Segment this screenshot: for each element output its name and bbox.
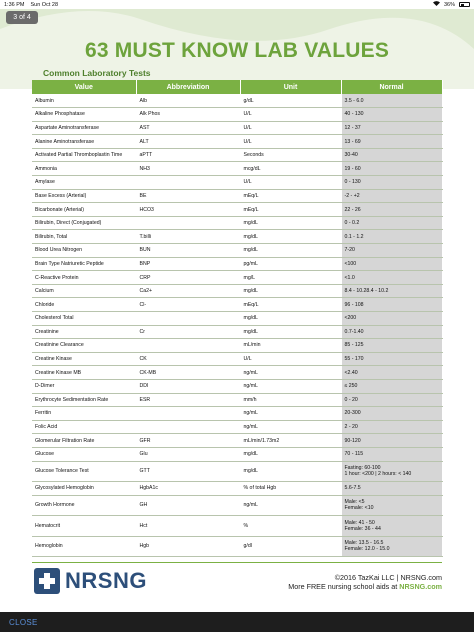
table-row [32, 339, 442, 353]
cell-normal: 0.7-1.40 [341, 325, 442, 339]
table-row [32, 312, 442, 326]
cell-value: Calcium [32, 284, 136, 298]
cell-value: Aspartate Aminotransferase [32, 121, 136, 135]
cell-abbreviation [136, 407, 240, 421]
table-row [32, 495, 442, 516]
cell-value: Bilirubin, Total [32, 230, 136, 244]
cell-value: Creatinine [32, 325, 136, 339]
table-row [32, 135, 442, 149]
table-row [32, 407, 442, 421]
cell-normal: <100 [341, 257, 442, 271]
cell-unit: mg/dL [240, 230, 341, 244]
table-row [32, 482, 442, 496]
cell-abbreviation: ALT [136, 135, 240, 149]
cell-unit: pg/mL [240, 257, 341, 271]
cell-unit: mg/dL [240, 325, 341, 339]
cell-unit: % of total Hgb [240, 482, 341, 496]
cell-unit: U/L [240, 352, 341, 366]
cell-unit: g/dl [240, 536, 341, 557]
cell-unit: U/L [240, 108, 341, 122]
cell-normal: <1.0 [341, 271, 442, 285]
table-row [32, 189, 442, 203]
cell-unit: mcg/dL [240, 162, 341, 176]
cell-abbreviation: NH3 [136, 162, 240, 176]
status-date: Sun Oct 28 [30, 1, 59, 8]
cell-normal: 0 - 0.2 [341, 216, 442, 230]
cell-abbreviation: DDI [136, 379, 240, 393]
cell-value: Blood Urea Nitrogen [32, 244, 136, 258]
cell-normal: 13 - 69 [341, 135, 442, 149]
table-row [32, 536, 442, 557]
cell-normal: 3.5 - 6.0 [341, 94, 442, 108]
cell-unit: Seconds [240, 148, 341, 162]
table-row [32, 148, 442, 162]
cell-unit: U/L [240, 135, 341, 149]
table-row [32, 203, 442, 217]
table-row [32, 366, 442, 380]
cell-value: Glucose Tolerance Test [32, 461, 136, 482]
cell-normal: Male: 13.5 - 16.5 Female: 12.0 - 15.0 [341, 536, 442, 557]
cell-abbreviation: GTT [136, 461, 240, 482]
table-row [32, 244, 442, 258]
cell-unit: mEq/L [240, 203, 341, 217]
cell-abbreviation: GH [136, 495, 240, 516]
cell-normal: 30-40 [341, 148, 442, 162]
cell-value: Erythrocyte Sedimentation Rate [32, 393, 136, 407]
cell-value: Glycosylated Hemoglobin [32, 482, 136, 496]
lab-values-table-wrapper [32, 80, 442, 557]
cell-abbreviation: HCO3 [136, 203, 240, 217]
cell-value: Albumin [32, 94, 136, 108]
table-row [32, 434, 442, 448]
page-title: 63 MUST KNOW LAB VALUES [84, 39, 390, 62]
cell-unit: mg/dL [240, 312, 341, 326]
cell-value: Bilirubin, Direct (Conjugated) [32, 216, 136, 230]
table-row [32, 94, 442, 108]
cell-value: Bicarbonate (Arterial) [32, 203, 136, 217]
cell-value: C-Reactive Protein [32, 271, 136, 285]
cell-abbreviation: aPTT [136, 148, 240, 162]
cell-abbreviation: GFR [136, 434, 240, 448]
cell-normal: Male: <5 Female: <10 [341, 495, 442, 516]
table-row [32, 176, 442, 190]
cell-abbreviation: Alb [136, 94, 240, 108]
cell-value: Hemoglobin [32, 536, 136, 557]
cell-abbreviation: Ca2+ [136, 284, 240, 298]
cell-value: Alanine Aminotransferase [32, 135, 136, 149]
page-indicator: 3 of 4 [6, 11, 38, 24]
cell-abbreviation: BE [136, 189, 240, 203]
footer-divider [32, 562, 442, 563]
cell-abbreviation: Hgb [136, 536, 240, 557]
cell-abbreviation: Cr [136, 325, 240, 339]
cell-normal: Fasting: 60-100 1 hour: <200 | 2 hours: < 140 [341, 461, 442, 482]
status-bar [0, 0, 474, 9]
table-row [32, 325, 442, 339]
cell-normal: 0 - 20 [341, 393, 442, 407]
cell-value: Creatine Kinase [32, 352, 136, 366]
cell-normal: 5.6-7.5 [341, 482, 442, 496]
cell-value: Creatinine Clearance [32, 339, 136, 353]
cell-abbreviation [136, 176, 240, 190]
cell-unit: mg/dL [240, 284, 341, 298]
cell-unit: mg/L [240, 271, 341, 285]
cell-unit: mEq/L [240, 189, 341, 203]
cell-value: D-Dimer [32, 379, 136, 393]
medical-cross-icon [34, 568, 60, 594]
cell-normal: 22 - 26 [341, 203, 442, 217]
cell-normal: 12 - 37 [341, 121, 442, 135]
table-row [32, 298, 442, 312]
cell-normal: 96 - 108 [341, 298, 442, 312]
table-row [32, 393, 442, 407]
cell-normal: -2 - +2 [341, 189, 442, 203]
table-row [32, 121, 442, 135]
battery-percent: 36% [443, 1, 455, 8]
cell-unit: mg/dL [240, 216, 341, 230]
close-button[interactable]: CLOSE [9, 617, 38, 627]
cell-unit: U/L [240, 176, 341, 190]
cell-value: Creatine Kinase MB [32, 366, 136, 380]
table-row [32, 271, 442, 285]
cell-normal: 85 - 125 [341, 339, 442, 353]
cell-abbreviation: BNP [136, 257, 240, 271]
table-row [32, 162, 442, 176]
cell-normal: 8.4 - 10.28.4 - 10.2 [341, 284, 442, 298]
cell-value: Chloride [32, 298, 136, 312]
cell-value: Hematocrit [32, 516, 136, 537]
wifi-icon [433, 1, 440, 8]
table-row [32, 447, 442, 461]
cell-value: Activated Partial Thromboplastin Time [32, 148, 136, 162]
cell-unit: ng/mL [240, 495, 341, 516]
cell-value: Growth Hormone [32, 495, 136, 516]
cell-normal: <2.40 [341, 366, 442, 380]
table-row [32, 216, 442, 230]
cell-normal: 0.1 - 1.2 [341, 230, 442, 244]
cell-normal: ≤ 250 [341, 379, 442, 393]
cell-value: Glomerular Filtration Rate [32, 434, 136, 448]
cell-unit: mg/dL [240, 447, 341, 461]
column-header-normal: Normal [341, 80, 442, 94]
column-header-unit: Unit [240, 80, 341, 94]
cell-unit: % [240, 516, 341, 537]
cell-normal: 40 - 130 [341, 108, 442, 122]
cell-normal: 55 - 170 [341, 352, 442, 366]
cell-abbreviation [136, 312, 240, 326]
cell-unit: mEq/L [240, 298, 341, 312]
column-header-abbreviation: Abbreviation [136, 80, 240, 94]
cell-unit: mg/dL [240, 244, 341, 258]
cell-unit: mg/dL [240, 461, 341, 482]
cell-normal: 90-120 [341, 434, 442, 448]
cell-abbreviation [136, 420, 240, 434]
nrsng-logo [34, 568, 147, 594]
cell-abbreviation: AST [136, 121, 240, 135]
cell-unit: g/dL [240, 94, 341, 108]
document-page [0, 9, 474, 612]
cell-abbreviation [136, 339, 240, 353]
table-row [32, 257, 442, 271]
table-subtitle: Common Laboratory Tests [43, 68, 151, 78]
cell-abbreviation: CRP [136, 271, 240, 285]
column-header-value: Value [32, 80, 136, 94]
cell-normal: 0 - 130 [341, 176, 442, 190]
cell-value: Amylase [32, 176, 136, 190]
cell-normal: 19 - 60 [341, 162, 442, 176]
copyright-text: ©2016 TazKai LLC | NRSNG.com [334, 573, 442, 582]
cell-normal: 7-20 [341, 244, 442, 258]
cell-unit: mm/h [240, 393, 341, 407]
table-row [32, 461, 442, 482]
cell-abbreviation: Glu [136, 447, 240, 461]
cell-abbreviation: HgbA1c [136, 482, 240, 496]
cell-value: Alkaline Phosphatase [32, 108, 136, 122]
promo-link[interactable]: NRSNG.com [399, 582, 442, 591]
cell-value: Cholesterol Total [32, 312, 136, 326]
cell-abbreviation: Alk Phos [136, 108, 240, 122]
status-time: 1:36 PM [4, 1, 25, 8]
cell-value: Base Excess (Arterial) [32, 189, 136, 203]
cell-value: Glucose [32, 447, 136, 461]
cell-normal: Male: 41 - 50 Female: 36 - 44 [341, 516, 442, 537]
battery-icon [459, 2, 470, 7]
cell-value: Brain Type Natriuretic Peptide [32, 257, 136, 271]
table-row [32, 516, 442, 537]
cell-abbreviation [136, 216, 240, 230]
table-row [32, 284, 442, 298]
logo-text: NRSNG [65, 568, 147, 593]
table-row [32, 230, 442, 244]
cell-abbreviation: ESR [136, 393, 240, 407]
cell-value: Ammonia [32, 162, 136, 176]
cell-unit: ng/mL [240, 366, 341, 380]
cell-normal: <200 [341, 312, 442, 326]
cell-unit: U/L [240, 121, 341, 135]
cell-unit: mL/min [240, 339, 341, 353]
cell-abbreviation: CK-MB [136, 366, 240, 380]
cell-abbreviation: Hct [136, 516, 240, 537]
table-row [32, 420, 442, 434]
table-row [32, 379, 442, 393]
cell-unit: ng/mL [240, 407, 341, 421]
footer-credits [288, 573, 442, 591]
cell-abbreviation: BUN [136, 244, 240, 258]
table-row [32, 108, 442, 122]
cell-value: Folic Acid [32, 420, 136, 434]
cell-abbreviation: T.billi [136, 230, 240, 244]
table-header-row [32, 80, 442, 94]
cell-normal: 2 - 20 [341, 420, 442, 434]
lab-values-table [32, 80, 443, 557]
cell-abbreviation: CK [136, 352, 240, 366]
cell-unit: mL/min/1.73m2 [240, 434, 341, 448]
cell-abbreviation: Cl- [136, 298, 240, 312]
table-row [32, 352, 442, 366]
cell-unit: ng/mL [240, 379, 341, 393]
promo-text: More FREE nursing school aids at [288, 582, 400, 591]
cell-value: Ferritin [32, 407, 136, 421]
cell-normal: 70 - 115 [341, 447, 442, 461]
cell-normal: 20-300 [341, 407, 442, 421]
cell-unit: ng/mL [240, 420, 341, 434]
viewer-bottom-bar [0, 612, 474, 632]
